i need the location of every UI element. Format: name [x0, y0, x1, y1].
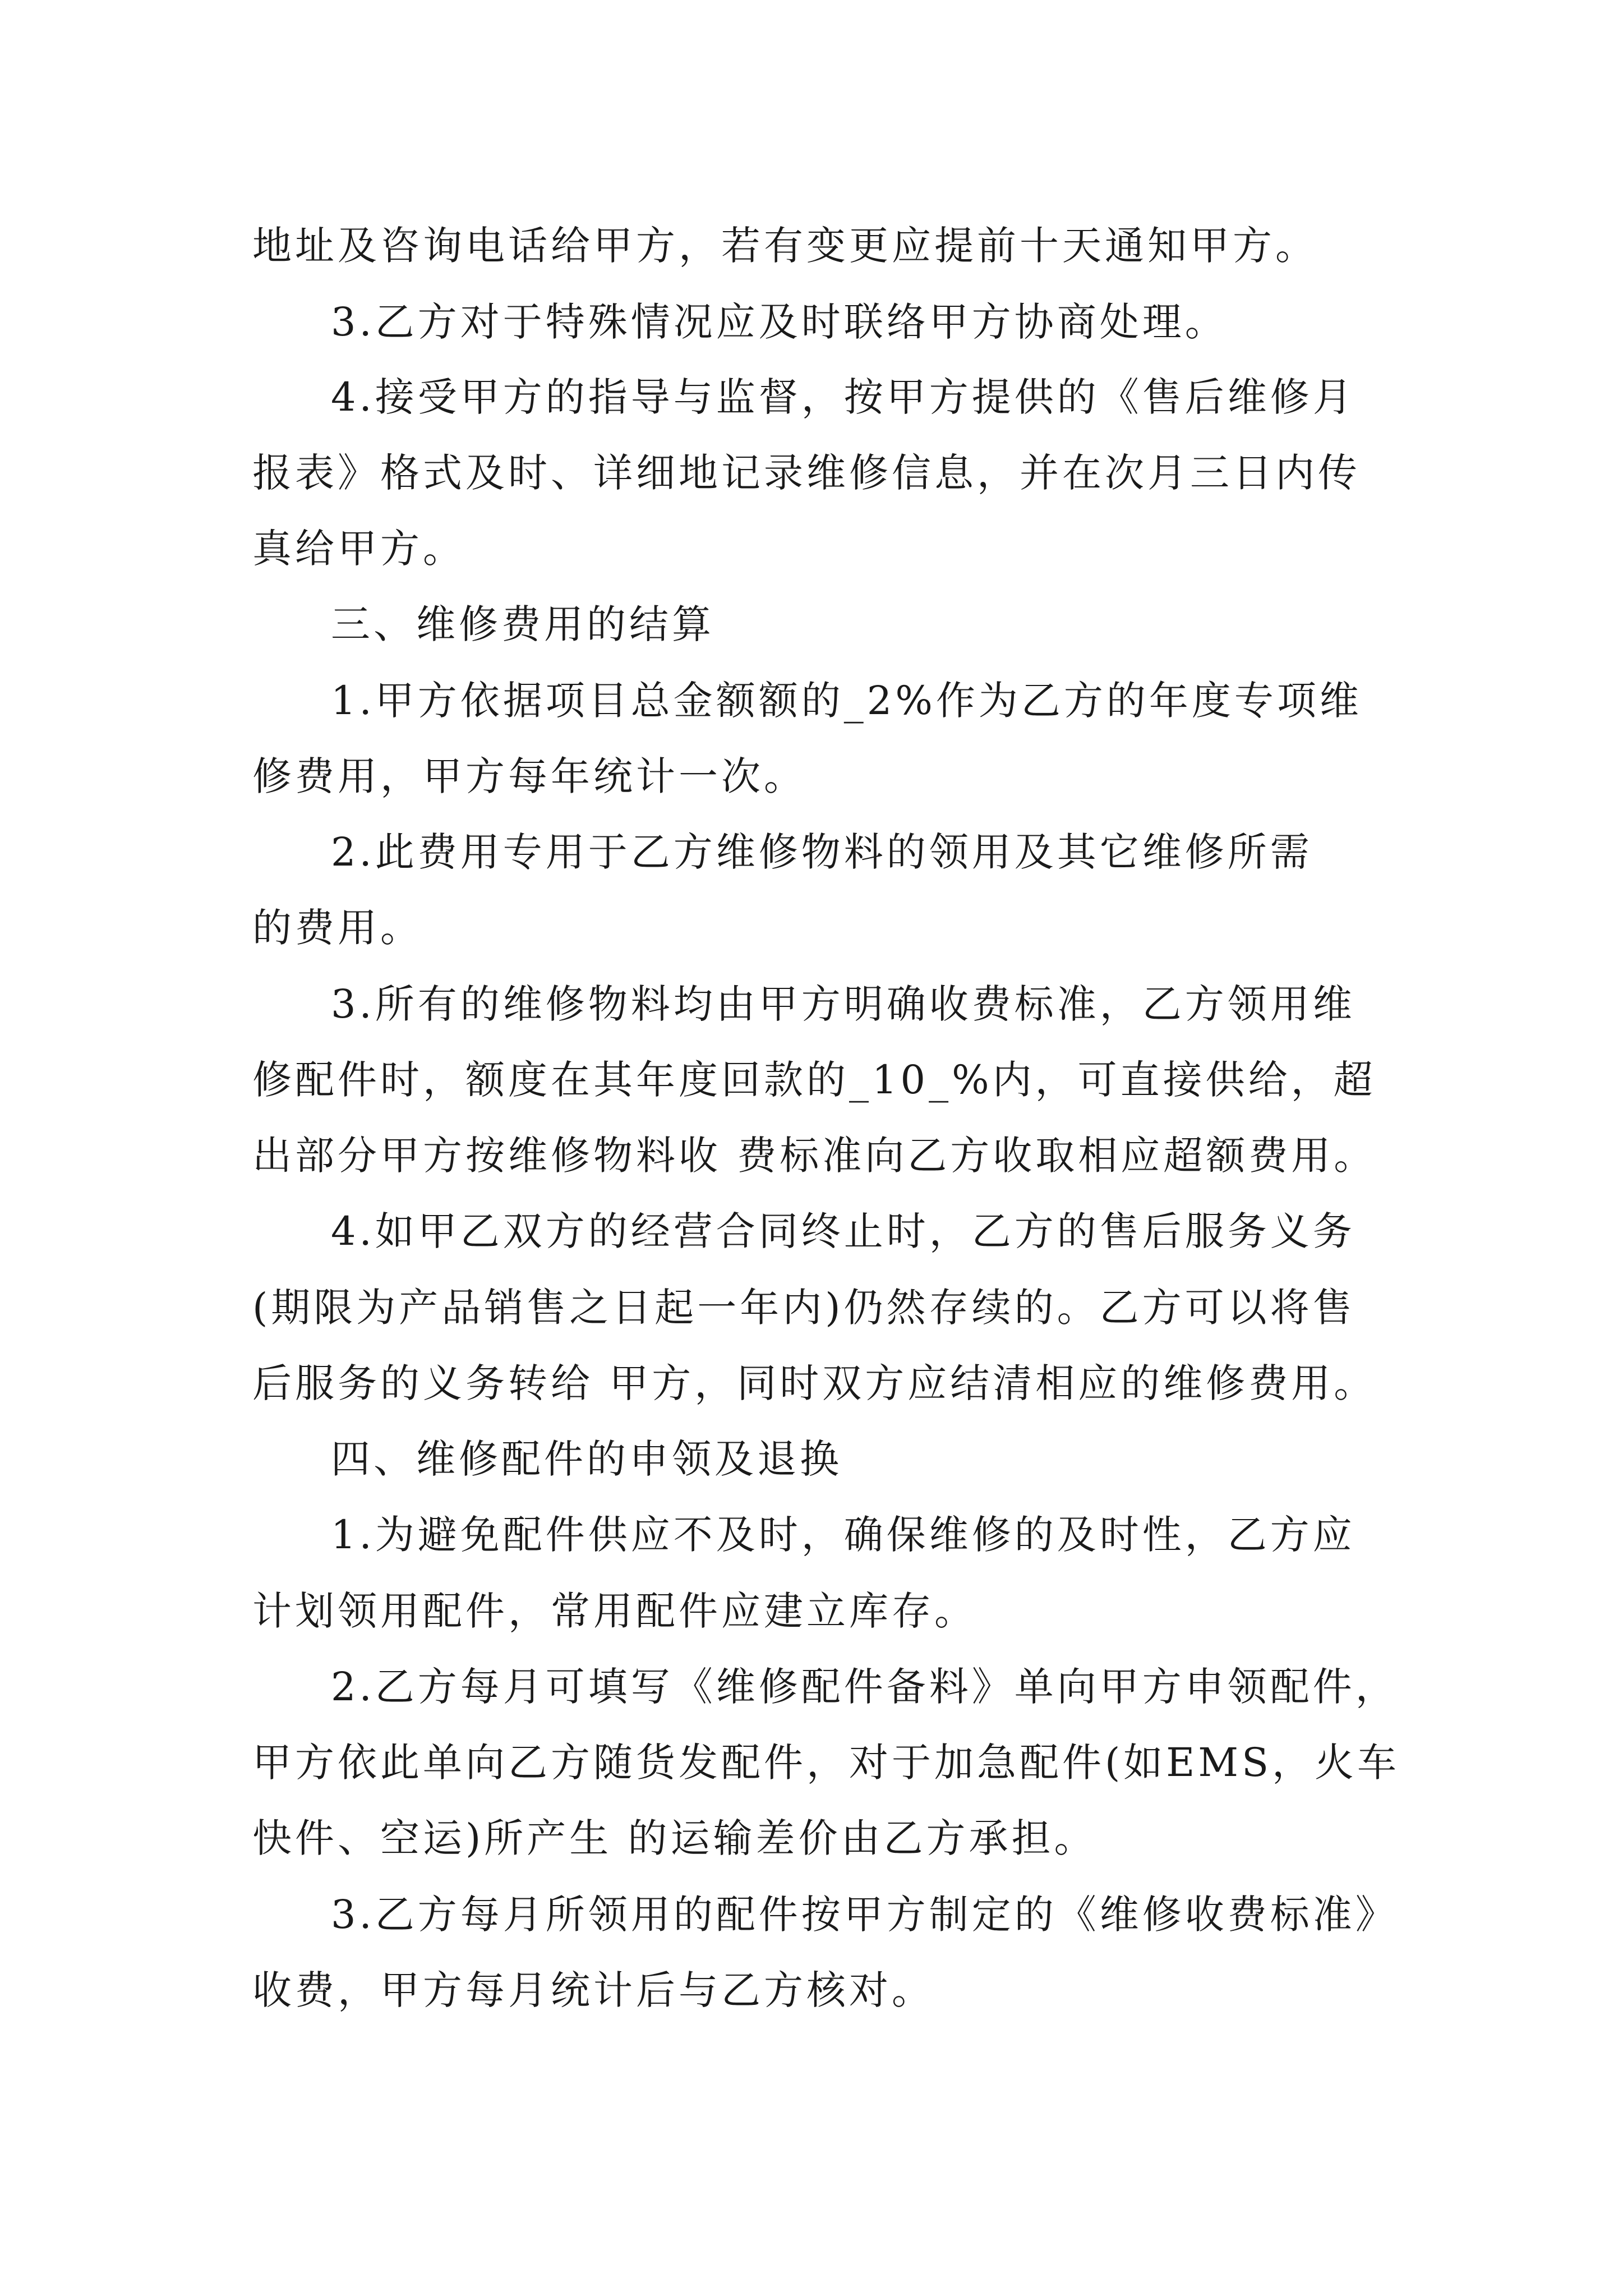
text-line: 4.接受甲方的指导与监督，按甲方提供的《售后维修月	[331, 374, 1355, 420]
text-line: 1.甲方依据项目总金额额的_2%作为乙方的年度专项维	[331, 678, 1362, 724]
text-line: 2.此费用专用于乙方维修物料的领用及其它维修所需	[331, 829, 1313, 875]
text-line: 3.乙方对于特殊情况应及时联络甲方协商处理。	[331, 299, 1228, 345]
text-line: 3.所有的维修物料均由甲方明确收费标准，乙方领用维	[331, 981, 1355, 1027]
text-line: 计划领用配件，常用配件应建立库存。	[252, 1588, 977, 1634]
text-line: 报表》格式及时、详细地记录维修信息，并在次月三日内传	[252, 450, 1361, 496]
text-line: 出部分甲方按维修物料收 费标准向乙方收取相应超额费用。	[252, 1133, 1377, 1179]
text-line: 3.乙方每月所领用的配件按甲方制定的《维修收费标准》	[331, 1892, 1398, 1938]
text-line: 快件、空运)所产生 的运输差价由乙方承担。	[252, 1815, 1097, 1861]
text-line: 2.乙方每月可填写《维修配件备料》单向甲方申领配件，	[331, 1664, 1398, 1710]
text-line: 修费用，甲方每年统计一次。	[252, 753, 806, 799]
section-heading: 四、维修配件的申领及退换	[331, 1436, 842, 1482]
text-line: 收费，甲方每月统计后与乙方核对。	[252, 1967, 934, 2013]
text-line: 地址及咨询电话给甲方，若有变更应提前十天通知甲方。	[252, 223, 1318, 269]
text-line: 的费用。	[252, 905, 423, 951]
section-heading: 三、维修费用的结算	[331, 601, 714, 647]
text-line: 4.如甲乙双方的经营合同终止时，乙方的售后服务义务	[331, 1208, 1355, 1254]
text-line: 后服务的义务转给 甲方，同时双方应结清相应的维修费用。	[252, 1360, 1377, 1406]
text-line: 真给甲方。	[252, 526, 465, 572]
text-line: 修配件时，额度在其年度回款的_10_%内，可直接供给，超	[252, 1057, 1376, 1103]
text-line: 甲方依此单向乙方随货发配件，对于加急配件(如EMS，火车	[252, 1740, 1400, 1786]
text-line: (期限为产品销售之日起一年内)仍然存续的。乙方可以将售	[252, 1285, 1355, 1331]
text-line: 1.为避免配件供应不及时，确保维修的及时性，乙方应	[331, 1512, 1355, 1558]
